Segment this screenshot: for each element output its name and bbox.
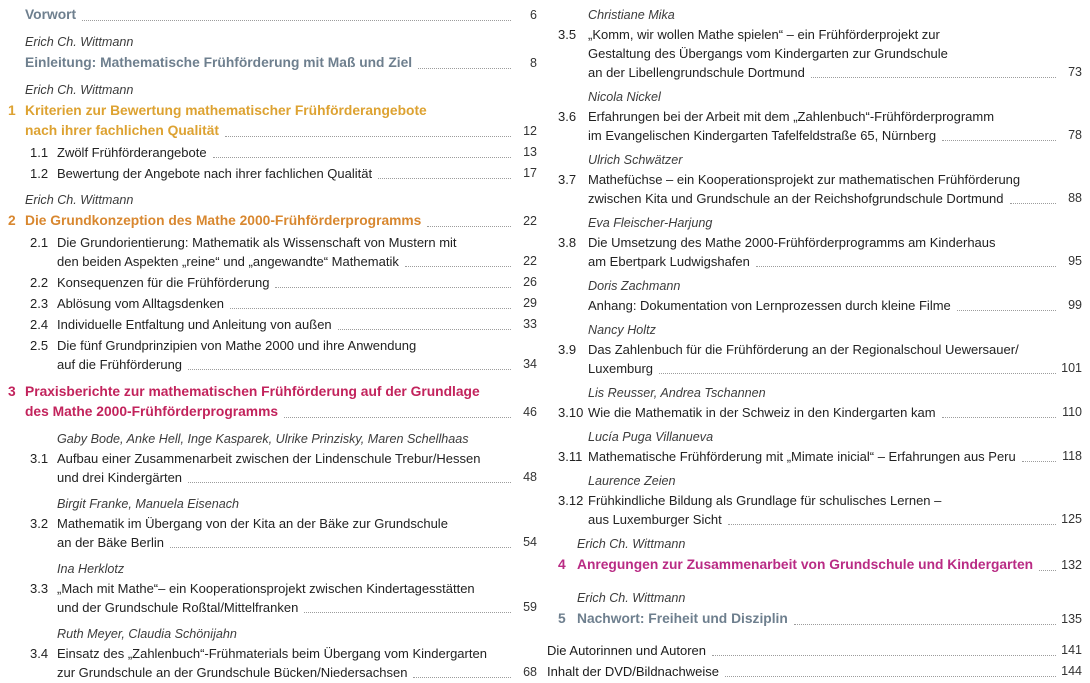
dot-leader bbox=[427, 226, 511, 227]
entry-title-line: Mathematik im Übergang von der Kita an der Bäke zur Grundschule bbox=[57, 516, 448, 531]
entry-number: 3.4 bbox=[30, 646, 49, 661]
entry-body bbox=[547, 662, 1082, 681]
toc-author-line bbox=[57, 560, 537, 579]
page-number: 68 bbox=[523, 665, 537, 679]
page-number: 101 bbox=[1061, 361, 1082, 375]
author-name: Ina Herklotz bbox=[57, 562, 125, 576]
entry-body bbox=[57, 143, 537, 162]
entry-number: 2.2 bbox=[30, 275, 49, 290]
entry-body bbox=[57, 273, 537, 292]
entry-number bbox=[8, 5, 25, 25]
entry-title-line: Erfahrungen bei der Arbeit mit dem „Zahlenbuch“-Frühförderprogramm bbox=[588, 109, 995, 124]
dot-leader bbox=[170, 547, 511, 548]
dot-leader bbox=[188, 369, 511, 370]
dot-leader bbox=[957, 310, 1056, 311]
toc-author-line bbox=[57, 430, 537, 449]
entry-body bbox=[57, 560, 537, 579]
dot-leader bbox=[756, 266, 1056, 267]
toc-chapter-entry bbox=[8, 101, 537, 141]
author-name: Christiane Mika bbox=[588, 8, 675, 22]
toc-item-entry bbox=[8, 233, 537, 271]
page-number: 17 bbox=[523, 166, 537, 180]
entry-title-line: Praxisberichte zur mathematischen Frühförderung auf der Grundlage bbox=[25, 384, 480, 399]
entry-title-line: Aufbau einer Zusammenarbeit zwischen der Lindenschule Trebur/Hessen bbox=[57, 451, 481, 466]
entry-body bbox=[25, 33, 537, 52]
entry-number: 3.8 bbox=[558, 235, 577, 250]
author-name: Erich Ch. Wittmann bbox=[25, 193, 134, 207]
dot-leader bbox=[794, 624, 1056, 625]
page-number: 46 bbox=[523, 405, 537, 419]
dot-leader bbox=[304, 612, 511, 613]
entry-body bbox=[588, 107, 1082, 145]
entry-body bbox=[588, 214, 1082, 233]
toc-chapter-entry bbox=[8, 53, 537, 73]
entry-body bbox=[57, 495, 537, 514]
page-number: 95 bbox=[1068, 254, 1082, 268]
toc-item-entry bbox=[547, 296, 1082, 315]
toc-item-entry bbox=[547, 25, 1082, 82]
toc-item-entry bbox=[8, 315, 537, 334]
entry-number: 3.3 bbox=[30, 581, 49, 596]
entry-number: 2.3 bbox=[30, 296, 49, 311]
entry-body bbox=[577, 555, 1082, 575]
entry-body bbox=[25, 101, 537, 141]
entry-title-line: nach ihrer fachlichen Qualität bbox=[25, 123, 219, 138]
entry-body bbox=[57, 336, 537, 374]
entry-body bbox=[588, 25, 1082, 82]
dot-leader bbox=[405, 266, 511, 267]
page-number: 132 bbox=[1061, 558, 1082, 572]
entry-title-line: Das Zahlenbuch für die Frühförderung an der Regionalschoul Uewersauer/ bbox=[588, 342, 1019, 357]
author-name: Birgit Franke, Manuela Eisenach bbox=[57, 497, 240, 511]
toc-chapter-entry bbox=[547, 609, 1082, 629]
entry-title-line: zwischen Kita und Grundschule an der Reichshofgrundschule Dortmund bbox=[588, 191, 1004, 206]
author-name: Nancy Holtz bbox=[588, 323, 656, 337]
page-number: 141 bbox=[1061, 643, 1082, 657]
toc-author-line bbox=[588, 214, 1082, 233]
author-name: Erich Ch. Wittmann bbox=[577, 537, 686, 551]
author-name: Lis Reusser, Andrea Tschannen bbox=[588, 386, 766, 400]
author-name: Laurence Zeien bbox=[588, 474, 676, 488]
page-number: 78 bbox=[1068, 128, 1082, 142]
author-name: Nicola Nickel bbox=[588, 90, 661, 104]
entry-body bbox=[588, 6, 1082, 25]
dot-leader bbox=[225, 136, 511, 137]
toc-item-entry bbox=[8, 273, 537, 292]
toc-item-entry bbox=[547, 403, 1082, 422]
author-name: Doris Zachmann bbox=[588, 279, 681, 293]
author-name: Erich Ch. Wittmann bbox=[25, 83, 134, 97]
page-number: 99 bbox=[1068, 298, 1082, 312]
entry-body bbox=[25, 81, 537, 100]
entry-number: 3.12 bbox=[558, 493, 584, 508]
entry-title-line: Vorwort bbox=[25, 7, 77, 22]
page-number: 125 bbox=[1061, 512, 1082, 526]
entry-body bbox=[57, 164, 537, 183]
toc-chapter-entry bbox=[8, 211, 537, 231]
page-number: 88 bbox=[1068, 191, 1082, 205]
dot-leader bbox=[82, 20, 511, 21]
entry-title-line: Gestaltung des Übergangs vom Kindergarten zur Grundschule bbox=[588, 46, 948, 61]
dot-leader bbox=[728, 524, 1056, 525]
dot-leader bbox=[230, 308, 511, 309]
toc-author-line bbox=[577, 589, 1082, 608]
entry-body bbox=[57, 514, 537, 552]
dot-leader bbox=[418, 68, 511, 69]
page-number: 29 bbox=[523, 296, 537, 310]
entry-body bbox=[588, 233, 1082, 271]
entry-number: 4 bbox=[558, 557, 566, 572]
entry-title-line: „Mach mit Mathe“– ein Kooperationsprojekt zwischen Kindertagesstätten bbox=[57, 581, 475, 596]
toc-author-line bbox=[588, 277, 1082, 296]
dot-leader bbox=[811, 77, 1056, 78]
toc-author-line bbox=[588, 384, 1082, 403]
entry-title-line: den beiden Aspekten „reine“ und „angewandte“ Mathematik bbox=[57, 254, 399, 269]
entry-body bbox=[577, 609, 1082, 629]
author-name: Ulrich Schwätzer bbox=[588, 153, 683, 167]
entry-title-line: Anregungen zur Zusammenarbeit von Grundschule und Kindergarten bbox=[577, 557, 1034, 572]
entry-title-line: Einleitung: Mathematische Frühförderung mit Maß und Ziel bbox=[25, 55, 413, 70]
entry-number: 1.2 bbox=[30, 166, 49, 181]
entry-title-line: Mathematische Frühförderung mit „Mimate inicial“ – Erfahrungen aus Peru bbox=[588, 449, 1016, 464]
entry-body bbox=[588, 472, 1082, 491]
entry-body bbox=[25, 382, 537, 422]
toc-author-line bbox=[588, 6, 1082, 25]
dot-leader bbox=[1039, 570, 1056, 571]
entry-body bbox=[25, 53, 537, 73]
toc-author-line bbox=[57, 625, 537, 644]
toc-item-entry bbox=[8, 644, 537, 682]
dot-leader bbox=[659, 373, 1056, 374]
entry-title-line: Nachwort: Freiheit und Disziplin bbox=[577, 611, 788, 626]
entry-body bbox=[25, 211, 537, 231]
entry-title-line: aus Luxemburger Sicht bbox=[588, 512, 722, 527]
entry-number bbox=[558, 296, 588, 315]
entry-title-line: des Mathe 2000-Frühförderprogramms bbox=[25, 404, 279, 419]
toc-chapter-entry bbox=[547, 555, 1082, 575]
entry-title-line: und der Grundschule Roßtal/Mittelfranken bbox=[57, 600, 299, 615]
toc-chapter-entry bbox=[8, 382, 537, 422]
toc-author-line bbox=[25, 191, 537, 210]
entry-number: 1.1 bbox=[30, 145, 49, 160]
page-number: 34 bbox=[523, 357, 537, 371]
toc-item-entry bbox=[547, 447, 1082, 466]
toc-item-entry bbox=[547, 107, 1082, 145]
toc-author-line bbox=[25, 81, 537, 100]
entry-title-line: Einsatz des „Zahlenbuch“-Frühmaterials beim Übergang vom Kindergarten bbox=[57, 646, 487, 661]
entry-number: 3.9 bbox=[558, 342, 577, 357]
page-number: 48 bbox=[523, 470, 537, 484]
entry-number: 3 bbox=[8, 384, 16, 399]
entry-title-line: Die Grundkonzeption des Mathe 2000-Frühförderprogramms bbox=[25, 213, 422, 228]
entry-number: 3.7 bbox=[558, 172, 577, 187]
toc-author-line bbox=[577, 535, 1082, 554]
entry-title-line: Wie die Mathematik in der Schweiz in den Kindergarten kam bbox=[588, 405, 936, 420]
entry-number: 3.6 bbox=[558, 109, 577, 124]
page-number: 6 bbox=[530, 8, 537, 22]
page-number: 8 bbox=[530, 56, 537, 70]
dot-leader bbox=[275, 287, 511, 288]
entry-body bbox=[588, 403, 1082, 422]
toc-item-entry bbox=[8, 449, 537, 487]
author-name: Lucía Puga Villanueva bbox=[588, 430, 714, 444]
toc-item-entry bbox=[547, 340, 1082, 378]
entry-body bbox=[588, 170, 1082, 208]
entry-title-line: Die Autorinnen und Autoren bbox=[547, 643, 707, 658]
entry-body bbox=[25, 5, 537, 25]
page-number: 12 bbox=[523, 124, 537, 138]
entry-number: 1 bbox=[8, 103, 16, 118]
entry-title-line: Zwölf Frühförderangebote bbox=[57, 145, 207, 160]
entry-body bbox=[57, 294, 537, 313]
toc-column-right bbox=[545, 0, 1090, 681]
entry-number: 3.2 bbox=[30, 516, 49, 531]
entry-body bbox=[57, 625, 537, 644]
entry-body bbox=[577, 535, 1082, 554]
entry-number: 3.11 bbox=[558, 449, 583, 464]
page-number: 22 bbox=[523, 254, 537, 268]
toc-item-entry bbox=[8, 579, 537, 617]
page-number: 13 bbox=[523, 145, 537, 159]
entry-body bbox=[588, 340, 1082, 378]
dot-leader bbox=[712, 655, 1056, 656]
entry-title-line: Inhalt der DVD/Bildnachweise bbox=[547, 664, 719, 679]
entry-body bbox=[547, 641, 1082, 660]
author-name: Ruth Meyer, Claudia Schönijahn bbox=[57, 627, 237, 641]
dot-leader bbox=[413, 677, 511, 678]
entry-body bbox=[588, 296, 1082, 315]
dot-leader bbox=[188, 482, 511, 483]
page-number: 118 bbox=[1062, 449, 1082, 463]
entry-number: 2.5 bbox=[30, 338, 49, 353]
dot-leader bbox=[725, 676, 1056, 677]
page-number: 59 bbox=[523, 600, 537, 614]
entry-number: 2.4 bbox=[30, 317, 49, 332]
toc-backmatter-entry bbox=[547, 641, 1082, 660]
entry-number: 5 bbox=[558, 611, 566, 626]
toc-author-line bbox=[588, 88, 1082, 107]
entry-body bbox=[588, 384, 1082, 403]
entry-title-line: „Komm, wir wollen Mathe spielen“ – ein Frühförderprojekt zur bbox=[588, 27, 940, 42]
dot-leader bbox=[284, 417, 511, 418]
entry-body bbox=[588, 447, 1082, 466]
page-number: 33 bbox=[523, 317, 537, 331]
entry-body bbox=[57, 430, 537, 449]
entry-body bbox=[577, 589, 1082, 608]
page-number: 135 bbox=[1061, 612, 1082, 626]
page-number: 110 bbox=[1062, 405, 1082, 419]
entry-title-line: auf die Frühförderung bbox=[57, 357, 183, 372]
toc-backmatter-entry bbox=[547, 662, 1082, 681]
entry-title-line: Die Umsetzung des Mathe 2000-Frühförderprogramms am Kinderhaus bbox=[588, 235, 996, 250]
entry-number: 3.1 bbox=[30, 451, 49, 466]
entry-title-line: Konsequenzen für die Frühförderung bbox=[57, 275, 270, 290]
entry-title-line: am Ebertpark Ludwigshafen bbox=[588, 254, 750, 269]
entry-number: 2.1 bbox=[30, 235, 49, 250]
toc-chapter-entry bbox=[8, 5, 537, 25]
toc-author-line bbox=[25, 33, 537, 52]
toc-item-entry bbox=[547, 491, 1082, 529]
entry-title-line: an der Bäke Berlin bbox=[57, 535, 164, 550]
dot-leader bbox=[942, 140, 1056, 141]
dot-leader bbox=[378, 178, 511, 179]
page-number: 73 bbox=[1068, 65, 1082, 79]
author-name: Gaby Bode, Anke Hell, Inge Kasparek, Ulrike Prinzisky, Maren Schellhaas bbox=[57, 432, 469, 446]
toc-author-line bbox=[588, 321, 1082, 340]
entry-title-line: zur Grundschule an der Grundschule Bücken/Niedersachsen bbox=[57, 665, 408, 680]
entry-body bbox=[588, 151, 1082, 170]
entry-body bbox=[588, 428, 1082, 447]
entry-number: 2 bbox=[8, 213, 16, 228]
author-name: Eva Fleischer-Harjung bbox=[588, 216, 713, 230]
entry-body bbox=[57, 449, 537, 487]
entry-body bbox=[588, 277, 1082, 296]
entry-title-line: Individuelle Entfaltung und Anleitung von außen bbox=[57, 317, 332, 332]
dot-leader bbox=[942, 417, 1056, 418]
entry-title-line: und drei Kindergärten bbox=[57, 470, 183, 485]
toc-author-line bbox=[57, 495, 537, 514]
entry-number: 3.10 bbox=[558, 405, 584, 420]
entry-body bbox=[588, 88, 1082, 107]
entry-title-line: Luxemburg bbox=[588, 361, 654, 376]
toc-item-entry bbox=[8, 294, 537, 313]
entry-title-line: Frühkindliche Bildung als Grundlage für schulisches Lernen – bbox=[588, 493, 942, 508]
dot-leader bbox=[338, 329, 511, 330]
entry-body bbox=[588, 321, 1082, 340]
toc-item-entry bbox=[8, 336, 537, 374]
entry-body bbox=[57, 579, 537, 617]
page-number: 54 bbox=[523, 535, 537, 549]
entry-title-line: an der Libellengrundschule Dortmund bbox=[588, 65, 805, 80]
toc-item-entry bbox=[8, 514, 537, 552]
entry-title-line: Die fünf Grundprinzipien von Mathe 2000 und ihre Anwendung bbox=[57, 338, 417, 353]
entry-number bbox=[8, 53, 25, 73]
toc-author-line bbox=[588, 151, 1082, 170]
toc-author-line bbox=[588, 428, 1082, 447]
entry-title-line: Mathefüchse – ein Kooperationsprojekt zur mathematischen Frühförderung bbox=[588, 172, 1021, 187]
toc-item-entry bbox=[8, 164, 537, 183]
entry-body bbox=[25, 191, 537, 210]
author-name: Erich Ch. Wittmann bbox=[577, 591, 686, 605]
entry-body bbox=[588, 491, 1082, 529]
toc-column-left bbox=[0, 0, 545, 682]
entry-body bbox=[57, 315, 537, 334]
toc-item-entry bbox=[547, 170, 1082, 208]
toc-item-entry bbox=[8, 143, 537, 162]
entry-title-line: Die Grundorientierung: Mathematik als Wissenschaft von Mustern mit bbox=[57, 235, 457, 250]
page-number: 144 bbox=[1061, 664, 1082, 678]
entry-title-line: Ablösung vom Alltagsdenken bbox=[57, 296, 224, 311]
author-name: Erich Ch. Wittmann bbox=[25, 35, 134, 49]
dot-leader bbox=[1022, 461, 1056, 462]
page-number: 22 bbox=[523, 214, 537, 228]
dot-leader bbox=[1010, 203, 1056, 204]
entry-title-line: Bewertung der Angebote nach ihrer fachlichen Qualität bbox=[57, 166, 373, 181]
entry-title-line: im Evangelischen Kindergarten Tafelfeldstraße 65, Nürnberg bbox=[588, 128, 937, 143]
page-number: 26 bbox=[523, 275, 537, 289]
entry-title-line: Kriterien zur Bewertung mathematischer Frühförderangebote bbox=[25, 103, 427, 118]
dot-leader bbox=[213, 157, 511, 158]
entry-body bbox=[57, 233, 537, 271]
entry-body bbox=[57, 644, 537, 682]
toc-item-entry bbox=[547, 233, 1082, 271]
entry-title-line: Anhang: Dokumentation von Lernprozessen durch kleine Filme bbox=[588, 298, 951, 313]
toc-author-line bbox=[588, 472, 1082, 491]
entry-number: 3.5 bbox=[558, 27, 577, 42]
